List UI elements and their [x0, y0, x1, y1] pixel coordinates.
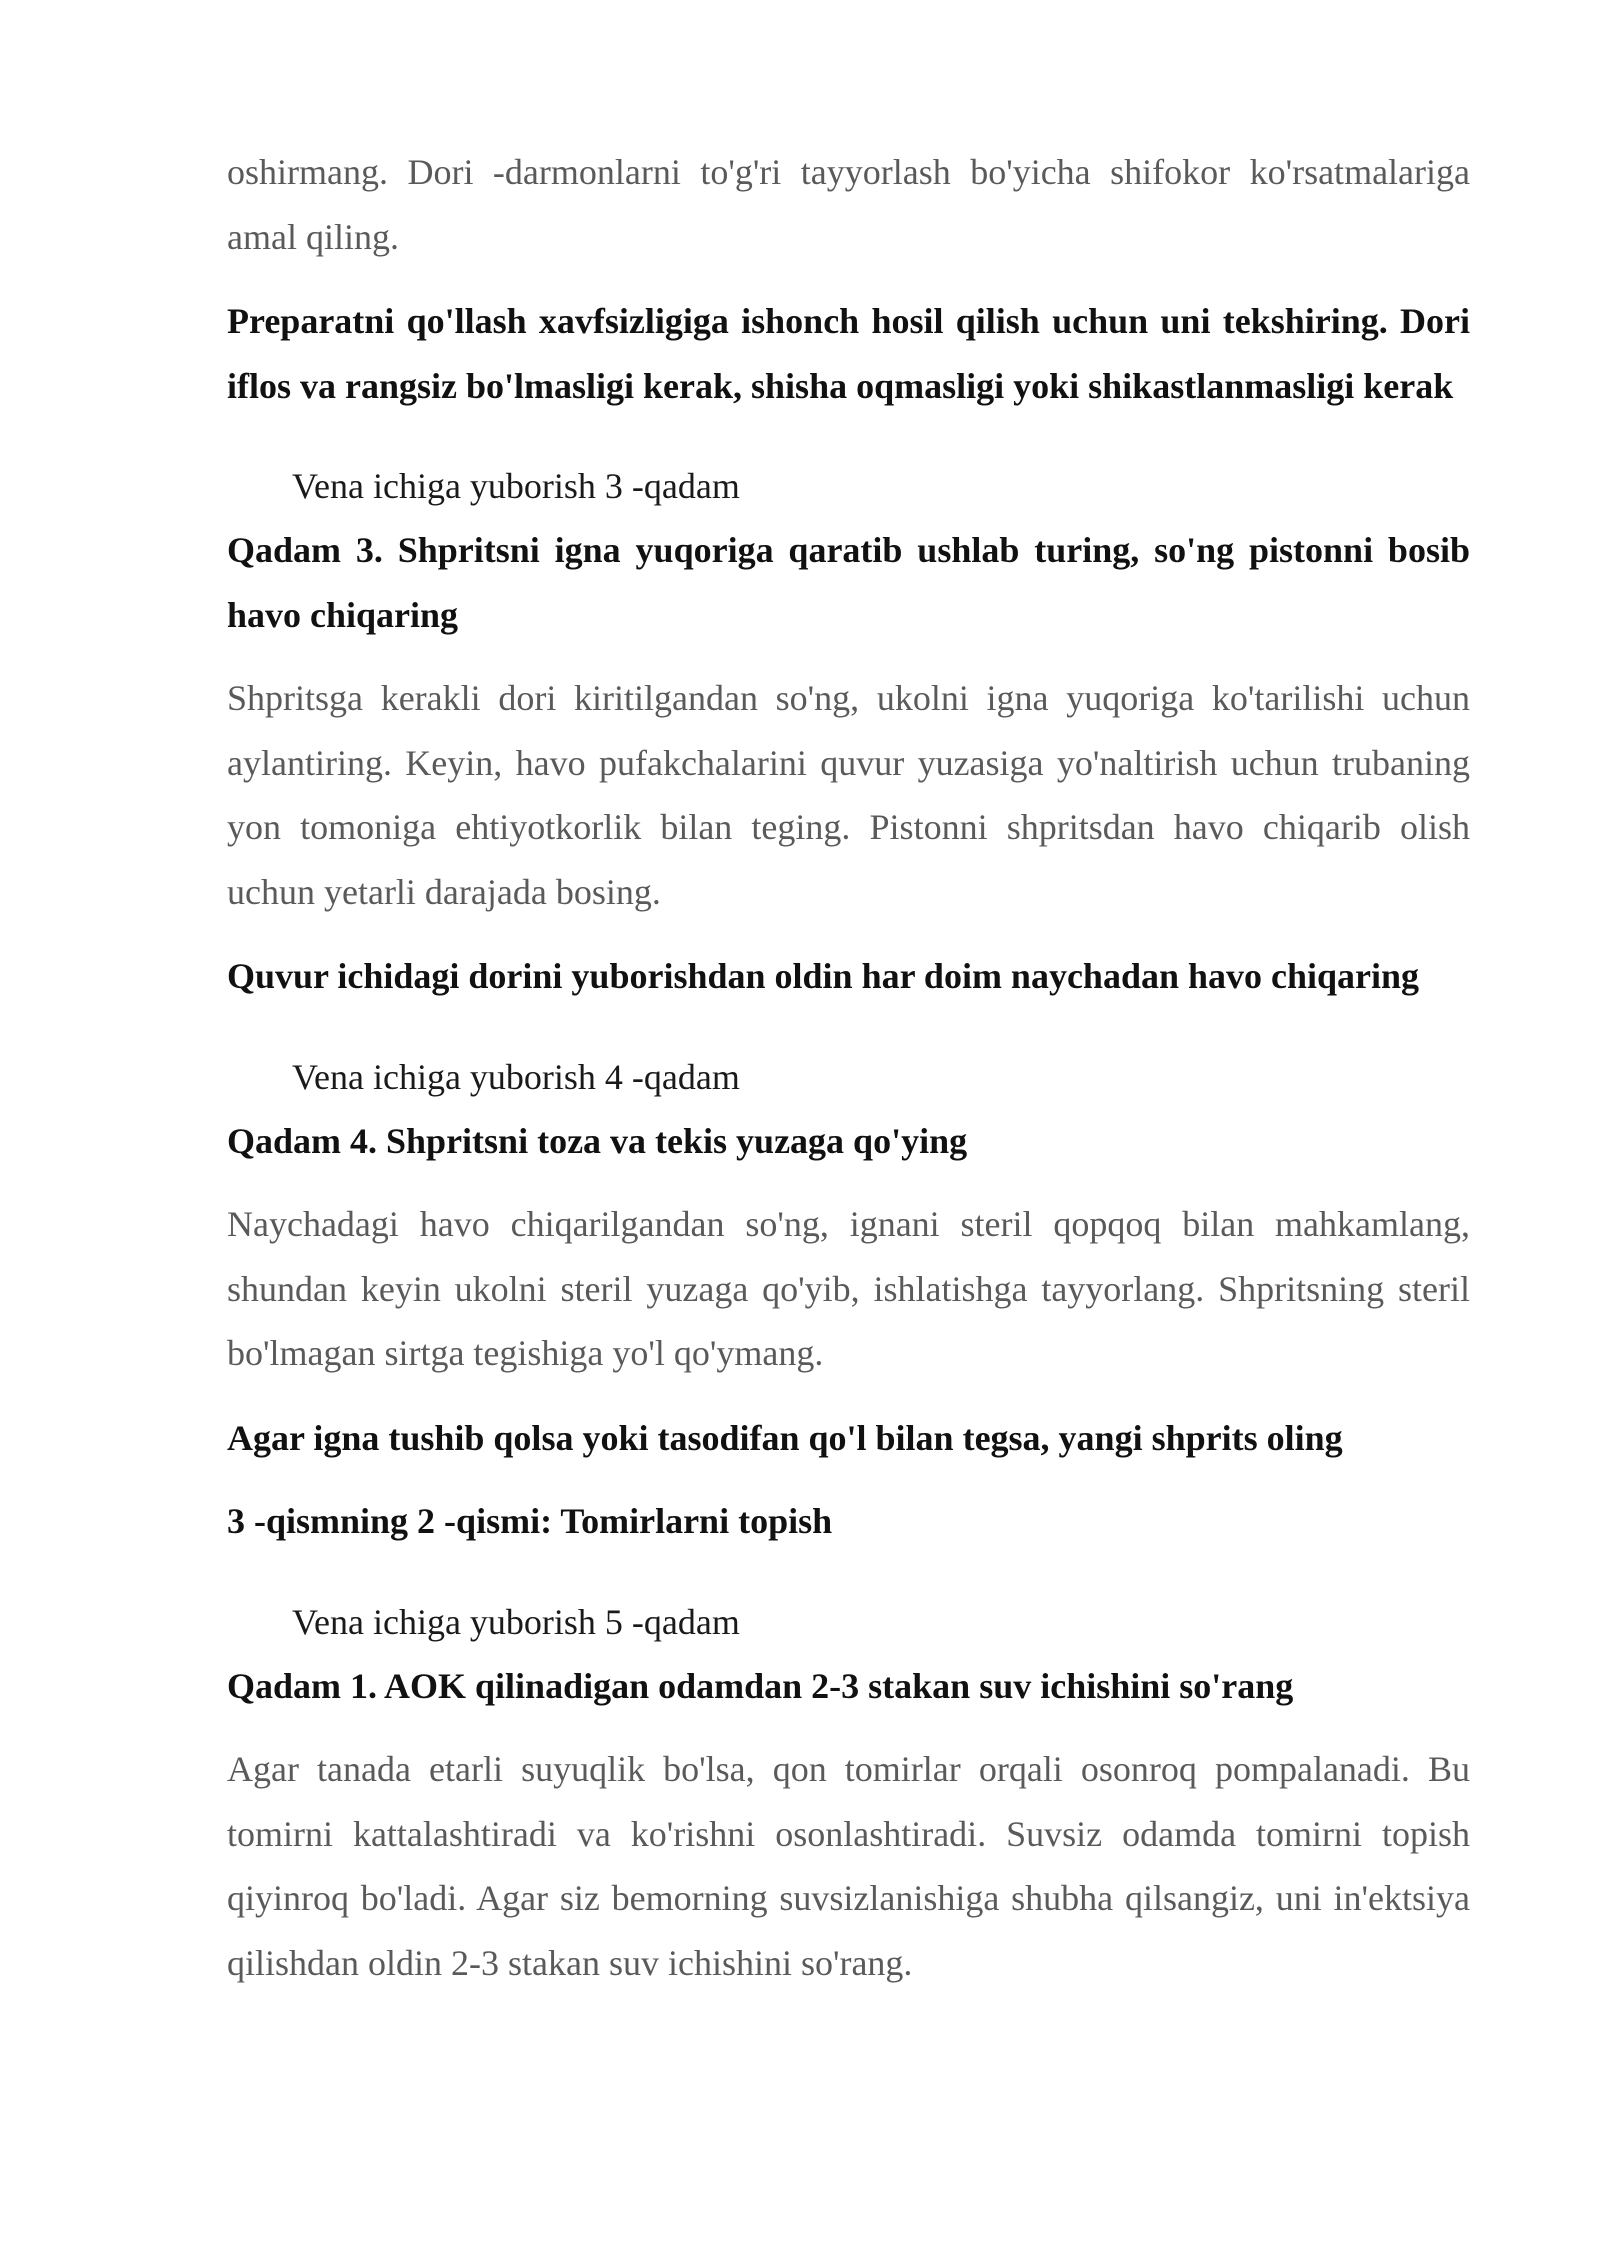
image-caption-step-5: Vena ichiga yuborish 5 -qadam [292, 1601, 740, 1642]
step-heading-3: Qadam 3. Shpritsni igna yuqoriga qaratib ushlab turing, so'ng pistonni bosib havo chiqaring [227, 530, 1470, 635]
tip-new-syringe: Agar igna tushib qolsa yoki tasodifan qo'l bilan tegsa, yangi shprits oling [227, 1417, 1343, 1458]
section-heading-find-veins: 3 -qismning 2 -qismi: Tomirlarni topish [227, 1501, 833, 1541]
paragraph-step-3: Shpritsga kerakli dori kiritilgandan so'ng, ukolni igna yuqoriga ko'tarilishi uchun aylantiring. Keyin, havo pufakchalarini quvur yuzasiga yo'naltirish uchun trubaning yon tomoniga ehtiyotkorlik bilan teging. Pistonni shpritsdan havo chiqarib olish uchun yetarli darajada bosing. [227, 678, 1470, 912]
paragraph-step-4: Naychadagi havo chiqarilgandan so'ng, ignani steril qopqoq bilan mahkamlang, shundan keyin ukolni steril yuzaga qo'yib, ishlatishga tayyorlang. Shpritsning steril bo'lmagan sirtga tegishiga yo'l qo'ymang. [227, 1204, 1470, 1373]
warning-check-medicine: Preparatni qo'llash xavfsizligiga ishonch hosil qilish uchun uni tekshiring. Dori iflos va rangsiz bo'lmasligi kerak, shisha oqmasligi yoki shikastlanmasligi kerak [227, 301, 1470, 406]
paragraph-intro: oshirmang. Dori -darmonlarni to'g'ri tayyorlash bo'yicha shifokor ko'rsatmalariga amal qiling. [227, 152, 1470, 257]
tip-remove-air: Quvur ichidagi dorini yuborishdan oldin har doim naychadan havo chiqaring [227, 956, 1420, 996]
step-heading-1: Qadam 1. AOK qilinadigan odamdan 2-3 stakan suv ichishini so'rang [227, 1665, 1294, 1706]
step-heading-4: Qadam 4. Shpritsni toza va tekis yuzaga qo'ying [227, 1120, 968, 1161]
image-caption-step-3: Vena ichiga yuborish 3 -qadam [292, 466, 740, 506]
document-page [227, 140, 1470, 2015]
paragraph-step-1: Agar tanada etarli suyuqlik bo'lsa, qon tomirlar orqali osonroq pompalanadi. Bu tomirni kattalashtiradi va ko'rishni osonlashtiradi. Suvsiz odamda tomirni topish qiyinroq bo'ladi. Agar siz bemorning suvsizlanishiga shubha qilsangiz, uni in'ektsiya qilishdan oldin 2-3 stakan suv ichishini so'rang. [227, 1749, 1470, 1983]
image-caption-step-4: Vena ichiga yuborish 4 -qadam [292, 1056, 740, 1097]
